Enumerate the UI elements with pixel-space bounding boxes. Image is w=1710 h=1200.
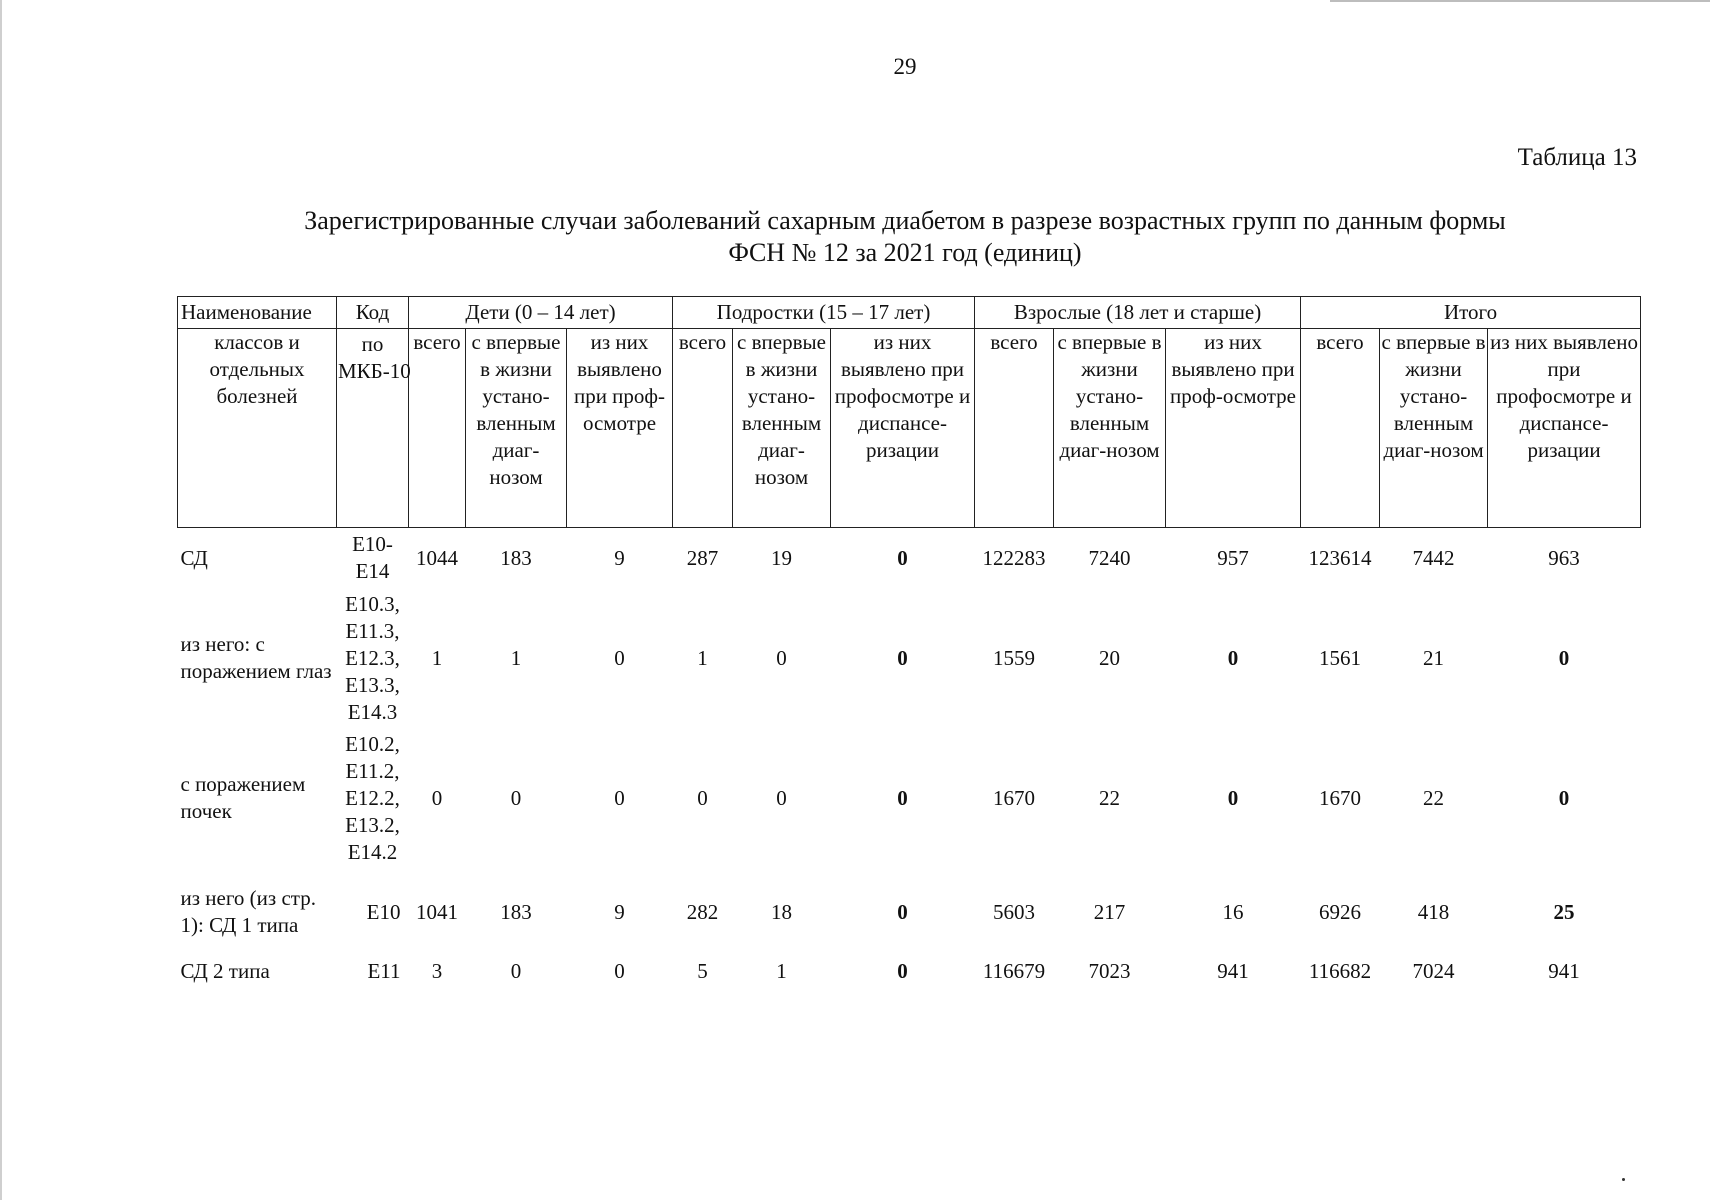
cell-total-total: 1670 xyxy=(1319,785,1362,810)
cell-children-first: 1 xyxy=(510,645,522,670)
header-total-first: с впервые в жизни устано-вленным диаг-нозом xyxy=(1380,329,1488,528)
row-code: E10-E14 xyxy=(352,532,393,583)
header-adults-first: с впервые в жизни устано-вленным диаг-нозом xyxy=(1054,329,1166,528)
document-title-line-2: ФСН № 12 за 2021 год (единиц) xyxy=(728,238,1082,267)
row-name: с поражением почек xyxy=(180,772,306,823)
header-teens-total: всего xyxy=(673,329,733,528)
cell-teens-first: 0 xyxy=(776,785,787,810)
header-teens-prof: из них выявлено при профосмотре и диспансе-ризации xyxy=(831,329,975,528)
cell-children-prof: 9 xyxy=(614,545,625,570)
cell-adults-first: 217 xyxy=(1093,899,1126,924)
cell-adults-total: 1670 xyxy=(993,785,1036,810)
cell-adults-prof: 16 xyxy=(1222,899,1244,924)
cell-children-prof: 0 xyxy=(614,785,625,810)
cell-total-first: 418 xyxy=(1417,899,1450,924)
table-row-kidneys xyxy=(178,728,1641,868)
row-name: из него (из стр. 1): СД 1 типа xyxy=(180,886,316,937)
cell-total-first: 7024 xyxy=(1412,958,1455,983)
cell-total-total: 1561 xyxy=(1319,645,1362,670)
cell-total-prof: 963 xyxy=(1548,545,1580,570)
cell-children-first: 183 xyxy=(500,899,532,924)
cell-children-first: 0 xyxy=(510,958,522,983)
cell-total-prof: 0 xyxy=(1558,645,1570,670)
cell-teens-first: 19 xyxy=(771,545,792,570)
cell-total-first: 22 xyxy=(1423,785,1445,810)
header-code-top: Код xyxy=(337,297,409,329)
cell-teens-first: 18 xyxy=(771,899,792,924)
cell-adults-first: 22 xyxy=(1099,785,1121,810)
row-name: СД xyxy=(180,545,208,570)
header-adults-prof: из них выявлено при проф-осмотре xyxy=(1166,329,1301,528)
page-number: 29 xyxy=(893,54,917,79)
table-row-sd xyxy=(178,528,1641,589)
row-code: E10.2, E11.2, E12.2, E13.2, E14.2 xyxy=(345,731,400,864)
cell-total-total: 123614 xyxy=(1308,545,1372,570)
header-group-adults: Взрослые (18 лет и старше) xyxy=(975,297,1301,329)
cell-total-first: 7442 xyxy=(1412,545,1455,570)
header-name-top: Наименование xyxy=(178,297,337,329)
cell-adults-total: 1559 xyxy=(993,645,1036,670)
table-row-type2 xyxy=(178,956,1641,986)
cell-adults-total: 122283 xyxy=(982,545,1046,570)
cell-teens-prof: 0 xyxy=(897,645,908,670)
cell-children-prof: 0 xyxy=(614,958,625,983)
scan-edge-top xyxy=(1330,0,1710,2)
cell-total-total: 6926 xyxy=(1319,899,1362,924)
cell-children-first: 183 xyxy=(500,545,532,570)
row-name: из него: с поражением глаз xyxy=(180,632,332,683)
header-code-rest: по МКБ-10 xyxy=(337,329,409,528)
header-group-total: Итого xyxy=(1301,297,1641,329)
cell-teens-total: 0 xyxy=(697,785,708,810)
cell-adults-total: 116679 xyxy=(982,958,1046,983)
cell-teens-total: 1 xyxy=(697,645,708,670)
table-header xyxy=(178,297,1641,528)
header-children-prof: из них выявлено при проф-осмотре xyxy=(567,329,673,528)
cell-adults-total: 5603 xyxy=(993,899,1036,924)
scan-edge-left xyxy=(0,0,2,1200)
table-row-eyes xyxy=(178,588,1641,728)
header-teens-first: с впервые в жизни устано-вленным диаг-нозом xyxy=(733,329,831,528)
scan-speck xyxy=(1622,1178,1625,1181)
cell-adults-prof: 957 xyxy=(1217,545,1249,570)
header-children-first: с впервые в жизни устано-вленным диаг-нозом xyxy=(466,329,567,528)
cell-adults-prof: 941 xyxy=(1217,958,1249,983)
table-body xyxy=(178,528,1641,987)
cell-children-prof: 0 xyxy=(614,645,625,670)
row-code: E11 xyxy=(367,958,401,983)
cell-total-prof: 25 xyxy=(1553,899,1575,924)
table-label: Таблица 13 xyxy=(1517,144,1637,171)
cell-total-prof: 941 xyxy=(1548,958,1580,983)
cell-teens-first: 0 xyxy=(776,645,787,670)
header-name-rest: классов и отдельных болезней xyxy=(178,329,337,528)
cell-adults-prof: 0 xyxy=(1227,785,1239,810)
cell-teens-total: 287 xyxy=(686,545,719,570)
document-title-line-1: Зарегистрированные случаи заболеваний сахарным диабетом в разрезе возрастных групп по данным формы xyxy=(304,206,1506,235)
cell-children-first: 0 xyxy=(510,785,522,810)
cell-total-prof: 0 xyxy=(1558,785,1570,810)
row-name: СД 2 типа xyxy=(180,958,270,983)
cell-teens-total: 5 xyxy=(697,958,708,983)
cell-adults-prof: 0 xyxy=(1227,645,1239,670)
cell-children-total: 1 xyxy=(431,645,443,670)
header-total-total: всего xyxy=(1301,329,1380,528)
cell-children-total: 1041 xyxy=(416,899,458,924)
document-title xyxy=(220,205,1590,269)
header-adults-total: всего xyxy=(975,329,1054,528)
cell-children-prof: 9 xyxy=(614,899,625,924)
cell-teens-prof: 0 xyxy=(897,899,908,924)
row-code: E10 xyxy=(366,899,401,924)
cell-adults-first: 7240 xyxy=(1088,545,1131,570)
cell-children-total: 3 xyxy=(431,958,443,983)
cell-total-first: 21 xyxy=(1423,645,1445,670)
row-code: E10.3, E11.3, E12.3, E13.3, E14.3 xyxy=(345,591,400,724)
cell-total-total: 116682 xyxy=(1308,958,1372,983)
cell-teens-total: 282 xyxy=(686,899,719,924)
cell-adults-first: 20 xyxy=(1099,645,1121,670)
header-total-prof: из них выявлено при профосмотре и диспансе-ризации xyxy=(1488,329,1641,528)
table-row-type1 xyxy=(178,868,1641,956)
cell-teens-prof: 0 xyxy=(897,785,908,810)
cell-children-total: 1044 xyxy=(416,545,458,570)
cell-adults-first: 7023 xyxy=(1088,958,1131,983)
cell-teens-prof: 0 xyxy=(897,958,908,983)
diabetes-cases-table xyxy=(177,296,1641,986)
cell-teens-prof: 0 xyxy=(897,545,908,570)
cell-teens-first: 1 xyxy=(776,958,787,983)
cell-children-total: 0 xyxy=(431,785,443,810)
header-children-total: всего xyxy=(409,329,466,528)
header-group-teens: Подростки (15 – 17 лет) xyxy=(673,297,975,329)
header-group-children: Дети (0 – 14 лет) xyxy=(409,297,673,329)
